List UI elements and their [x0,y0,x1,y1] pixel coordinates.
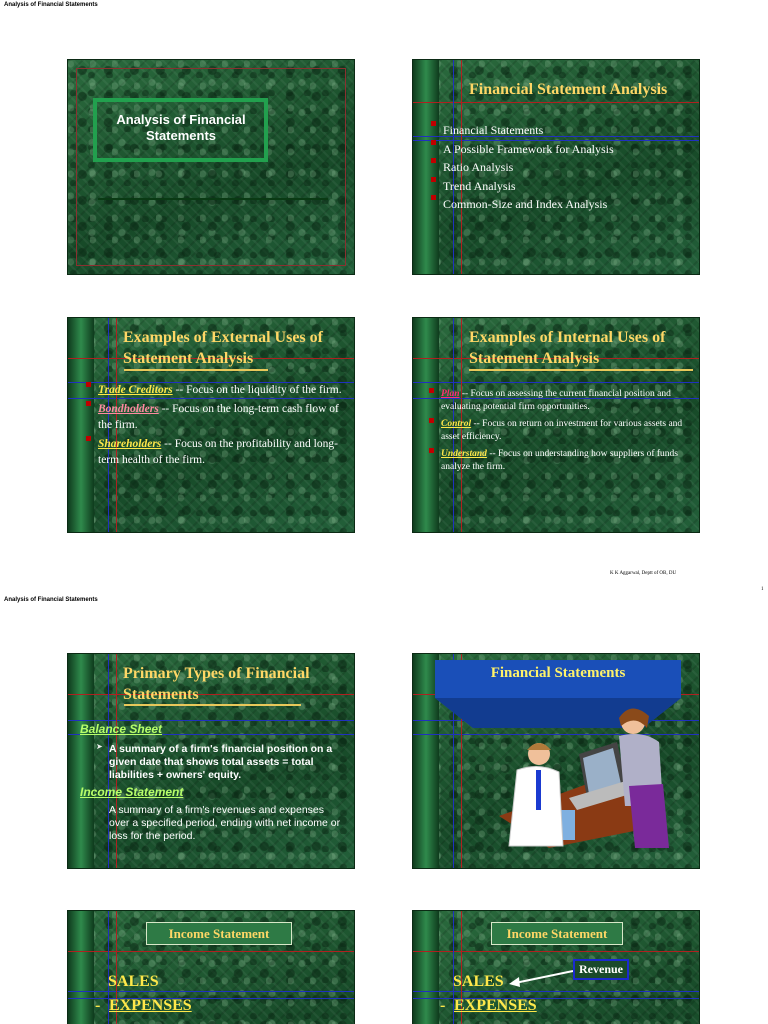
item-term: Understand [441,449,487,459]
list-item: Ratio Analysis [431,158,614,177]
side-bar [68,654,94,868]
slide-title-text: Analysis of Financial Statements [116,112,246,143]
item-text: -- Focus on return on investment for various assets and asset efficiency. [441,419,683,442]
slide-external-uses [67,317,355,533]
slide-title [67,59,355,275]
item-term: Shareholders [98,438,162,450]
income-statement-box: Income Statement [491,922,623,945]
item-text: -- Focus on the profitability and long-term health of the firm. [98,438,338,466]
item-term: Control [441,419,472,429]
sales-label: SALES [108,973,159,990]
list-item: Common-Size and Index Analysis [431,195,614,214]
minus-sign: - [95,997,101,1014]
sales-label: SALES [453,973,504,990]
list-item [86,436,348,468]
business-meeting-illustration [459,706,669,848]
page-header: Analysis of Financial Statements [4,2,98,8]
list-item [86,382,348,398]
slide-heading: Financial Statement Analysis [469,81,668,98]
slide-income-statement-revenue [412,910,700,1024]
guide-line [68,991,354,992]
minus-sign: - [440,997,446,1014]
slide-income-statement [67,910,355,1024]
slide-heading: Examples of External Uses of Statement Analysis [123,329,323,367]
balance-sheet-heading: Balance Sheet [80,722,163,736]
page-number: 1 [761,587,764,592]
item-term: Trade Creditors [98,384,173,396]
page-footer-credit: K K Aggarwal, Deptt of OB, DU [610,571,677,576]
slide-heading: Examples of Internal Uses of Statement Analysis [469,329,666,367]
income-statement-heading: Income Statement [80,785,184,799]
page-header: Analysis of Financial Statements [4,597,98,603]
list-item [429,418,695,444]
divider [98,198,328,200]
guide-line [413,102,699,103]
arrow-icon [507,967,577,989]
income-statement-text: A summary of a firm's revenues and expenses over a specified period, ending with net income or loss for the period. [109,804,341,842]
item-text: -- Focus on the liquidity of the firm. [172,384,342,396]
list-item: A Possible Framework for Analysis [431,140,614,159]
list-item [429,388,695,414]
list-item: Financial Statements [431,121,614,140]
slide-heading: Primary Types of Financial Statements [123,665,310,703]
slide-financial-statement-analysis [412,59,700,275]
item-text: -- Focus on understanding how suppliers of funds analyze the firm. [441,449,678,472]
item-text: -- Focus on assessing the current financial position and evaluating potential firm opportunities. [441,389,671,412]
slide-financial-statements-clipart [412,653,700,869]
title-underline [124,369,268,371]
bullet-list [429,388,695,474]
side-bar [413,911,439,1024]
list-item [86,401,348,433]
item-text: -- Focus on the long-term cash flow of the firm. [98,403,339,431]
side-bar [68,911,94,1024]
slide-heading: Financial Statements [490,665,626,681]
slide-internal-uses [412,317,700,533]
guide-line [413,951,699,952]
guide-line [68,720,354,721]
bullet-list [431,121,614,214]
bullet-list [86,382,348,468]
income-statement-box: Income Statement [146,922,292,945]
revenue-label: Revenue [573,959,629,980]
arrow-bullet-icon: ➤ [96,742,103,751]
title-underline [469,369,693,371]
list-item: Trend Analysis [431,177,614,196]
item-term: Plan [441,389,460,399]
item-term: Bondholders [98,403,159,415]
list-item [429,448,695,474]
guide-line [68,951,354,952]
slide-primary-types [67,653,355,869]
balance-sheet-text: A summary of a firm's financial position on a given date that shows total assets = total liabilities + owners' equity. [109,743,333,781]
guide-line [413,382,699,383]
guide-line [413,991,699,992]
expenses-label: EXPENSES [109,997,192,1014]
title-underline [124,704,301,706]
expenses-label: EXPENSES [454,997,537,1014]
